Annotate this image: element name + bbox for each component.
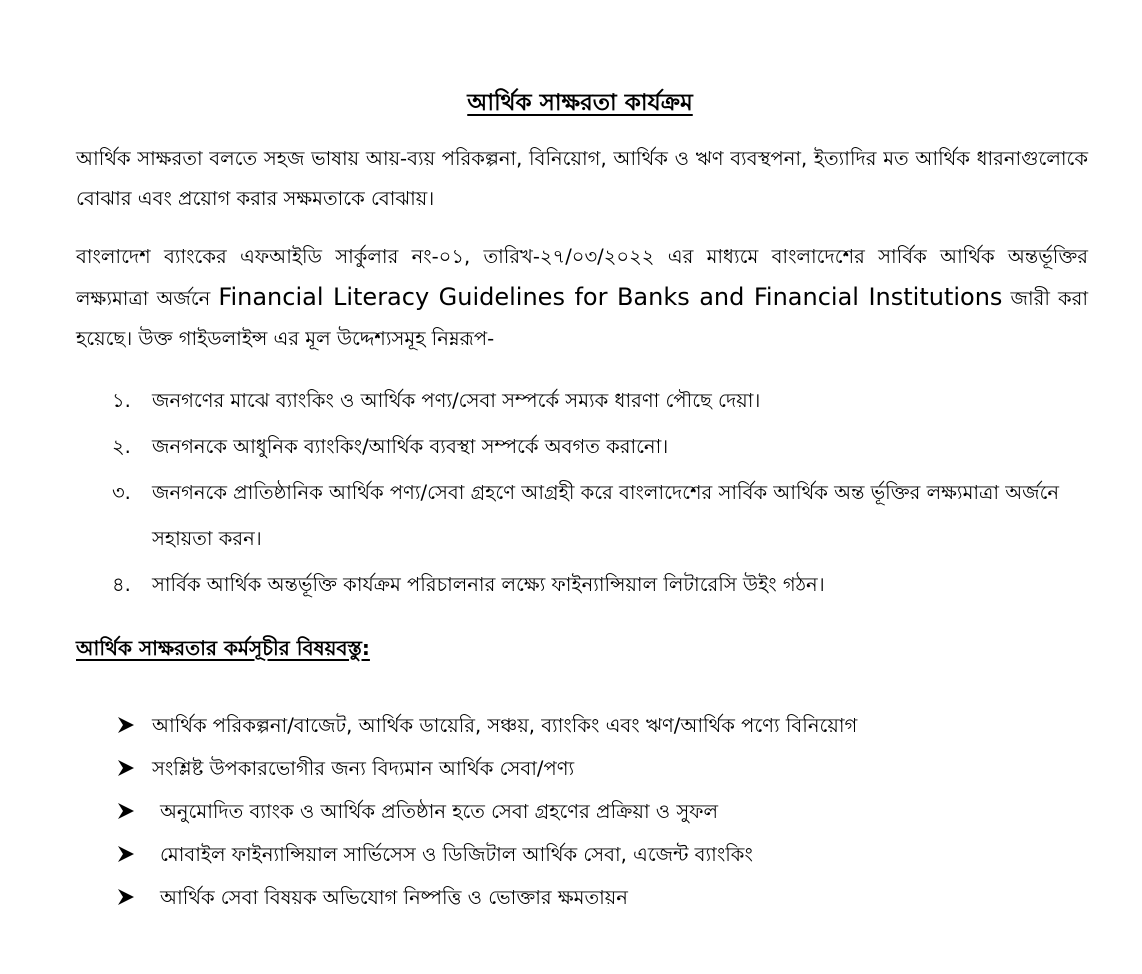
guideline-name: Financial Literacy Guidelines for Banks and Financial Institutions [218,283,1003,311]
list-item-number: ৪. [112,573,131,596]
arrowhead-bullet-icon [116,801,136,821]
list-item-text: সার্বিক আর্থিক অন্তর্ভূক্তি কার্যক্রম পরিচালনার লক্ষ্যে ফাইন্যান্সিয়াল লিটারেসি উইং গঠন। [152,573,825,596]
list-item [114,876,1074,919]
list-item [114,790,1074,833]
list-item-text: জনগনকে প্রাতিষ্ঠানিক আর্থিক পণ্য/সেবা গ্রহণে আগ্রহী করে বাংলাদেশের সার্বিক আর্থিক অন্ত র্ভূক্তির লক্ষ্যমাত্রা অর্জনে সহায়তা করন। [152,481,1060,550]
list-item-text: আর্থিক সেবা বিষয়ক অভিযোগ নিষ্পত্তি ও ভোক্তার ক্ষমতায়ন [160,886,628,909]
list-item [114,833,1074,876]
list-item [112,562,1072,608]
list-item-number: ২. [112,435,131,458]
list-item-text: জনগণের মাঝে ব্যাংকিং ও আর্থিক পণ্য/সেবা সম্পর্কে সম্যক ধারণা পৌছে দেয়া। [152,389,761,412]
list-item [112,424,1072,470]
arrowhead-bullet-icon [116,844,136,864]
arrowhead-bullet-icon [116,887,136,907]
list-item-text: সংশ্লিষ্ট উপকারভোগীর জন্য বিদ্যমান আর্থিক সেবা/পণ্য [152,757,575,780]
arrowhead-bullet-icon [116,758,136,778]
list-item [112,378,1072,424]
program-topics-list [114,704,1074,919]
list-item-text: আর্থিক পরিকল্পনা/বাজেট, আর্থিক ডায়েরি, সঞ্চয়, ব্যাংকিং এবং ঋণ/আর্থিক পণ্যে বিনিয়োগ [152,714,858,737]
page-title: আর্থিক সাক্ষরতা কার্যক্রম [467,90,693,116]
list-item-text: জনগনকে আধুনিক ব্যাংকিং/আর্থিক ব্যবস্থা সম্পর্কে অবগত করানো। [152,435,669,458]
arrowhead-bullet-icon [116,715,136,735]
list-item [114,747,1074,790]
objectives-list [112,378,1072,608]
section-heading: আর্থিক সাক্ষরতার কর্মসূচীর বিষয়বস্তু: [76,636,370,660]
list-item-number: ৩. [112,481,131,504]
circular-text-after: জারী করা হয়েছে। উক্ত গাইডলাইন্স এর মূল উদ্দেশ্যসমূহ নিম্নরূপ- [76,287,1088,350]
intro-paragraph: আর্থিক সাক্ষরতা বলতে সহজ ভাষায় আয়-ব্যয় পরিকল্পনা, বিনিয়োগ, আর্থিক ও ঋণ ব্যবস্থপনা, ইত্যাদির মত আর্থিক ধারনাগুলোকে বোঝার এবং প্রয়োগ করার সক্ষমতাকে বোঝায়। [76,147,1088,210]
list-item-text: অনুমোদিত ব্যাংক ও আর্থিক প্রতিষ্ঠান হতে সেবা গ্রহণের প্রক্রিয়া ও সুফল [160,800,719,823]
list-item-number: ১. [112,389,131,412]
list-item [114,704,1074,747]
circular-paragraph [76,237,1088,359]
list-item-text: মোবাইল ফাইন্যান্সিয়াল সার্ভিসেস ও ডিজিটাল আর্থিক সেবা, এজেন্ট ব্যাংকিং [160,843,753,866]
list-item [112,470,1072,562]
circular-text-before: বাংলাদেশ ব্যাংকের এফআইডি সার্কুলার নং-০১, তারিখ-২৭/০৩/২০২২ এর মাধ্যমে বাংলাদেশের সার্বিক আর্থিক অন্তর্ভূক্তির লক্ষ্যমাত্রা অর্জনে [76,245,1088,310]
